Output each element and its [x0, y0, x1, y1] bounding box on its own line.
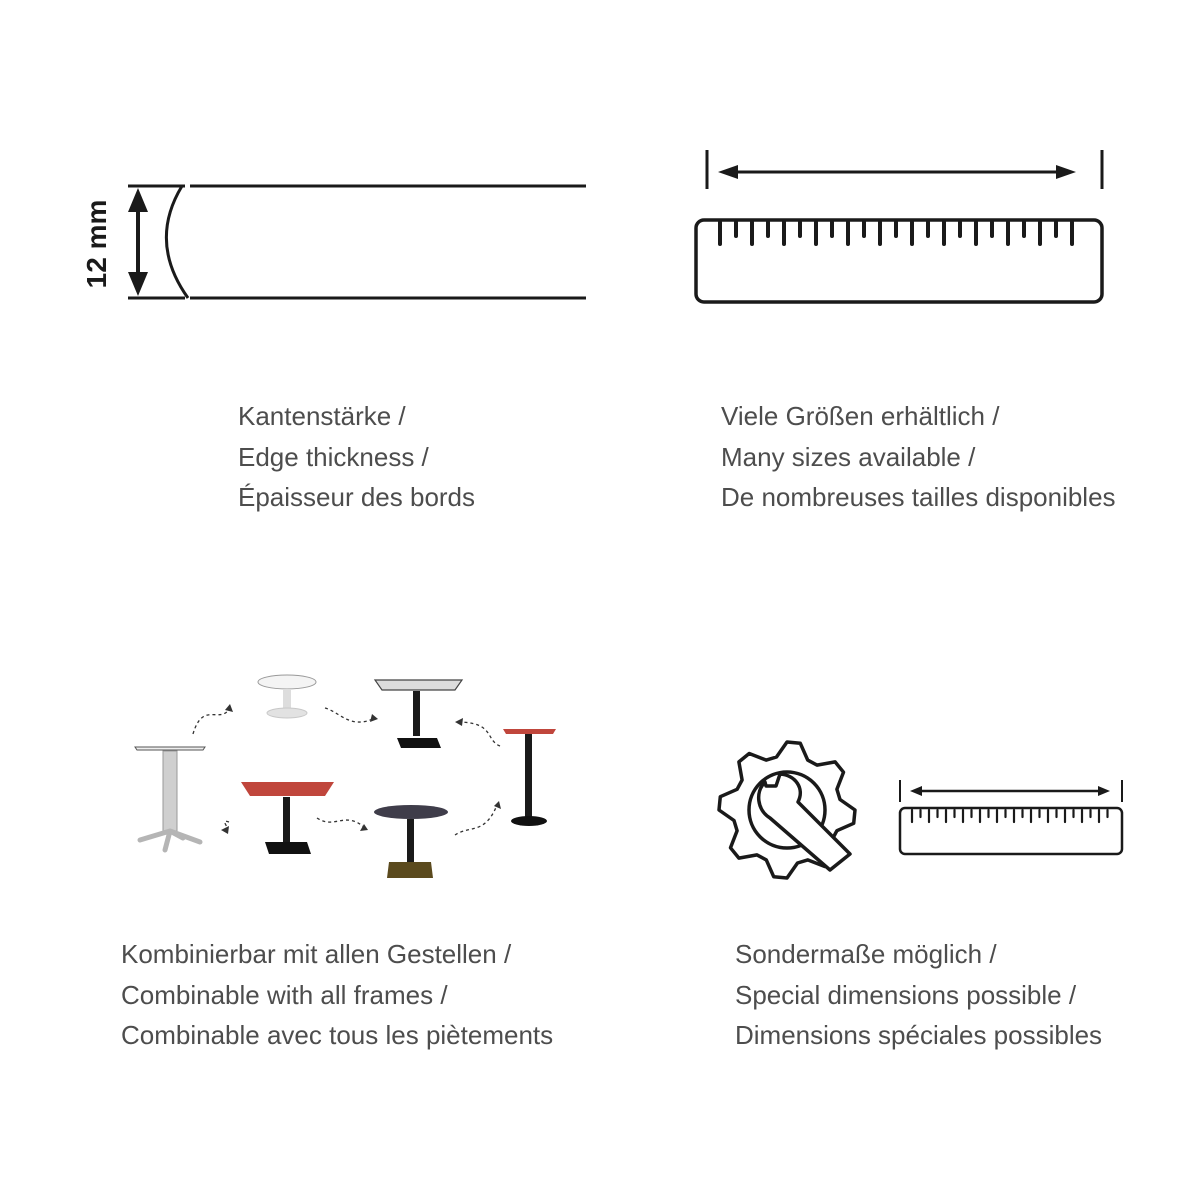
combinable-line-en: Combinable with all frames /: [121, 979, 448, 1010]
special-dimensions-feature: [710, 730, 1130, 885]
combinable-line-de: Kombinierbar mit allen Gestellen /: [121, 939, 512, 969]
special-dimensions-caption: [735, 934, 1102, 1056]
table-frames-illustration: [125, 660, 615, 890]
edge-thickness-line-en: Edge thickness /: [238, 441, 429, 472]
many-sizes-line-fr: De nombreuses tailles disponibles: [721, 482, 1116, 512]
red-square-table: [241, 782, 334, 854]
edge-thickness-feature: [70, 170, 600, 320]
red-high-table: [503, 729, 556, 826]
special-dimensions-line-de: Sondermaße möglich /: [735, 939, 997, 969]
many-sizes-line-en: Many sizes available /: [721, 441, 976, 472]
many-sizes-caption: [721, 396, 1116, 518]
ruler-with-arrow-icon: [690, 145, 1110, 310]
combinable-caption: [121, 934, 553, 1056]
edge-thickness-line-fr: Épaisseur des bords: [238, 482, 476, 512]
many-sizes-line-de: Viele Größen erhältlich /: [721, 401, 1000, 431]
white-round-table: [258, 675, 316, 718]
special-dimensions-line-en: Special dimensions possible /: [735, 979, 1077, 1010]
many-sizes-feature: [690, 145, 1110, 310]
edge-thickness-label: 12 mm: [81, 199, 112, 289]
gear-wrench-ruler-icon: [710, 730, 1130, 885]
dark-round-table: [374, 805, 448, 878]
aluminium-table: [135, 747, 205, 850]
edge-thickness-caption: [238, 396, 475, 518]
special-dimensions-line-fr: Dimensions spéciales possibles: [735, 1020, 1103, 1050]
grey-square-table: [375, 680, 462, 748]
combinable-feature: [125, 660, 615, 890]
edge-thickness-line-de: Kantenstärke /: [238, 401, 406, 431]
combinable-line-fr: Combinable avec tous les piètements: [121, 1020, 554, 1050]
edge-profile-icon: [70, 170, 600, 320]
